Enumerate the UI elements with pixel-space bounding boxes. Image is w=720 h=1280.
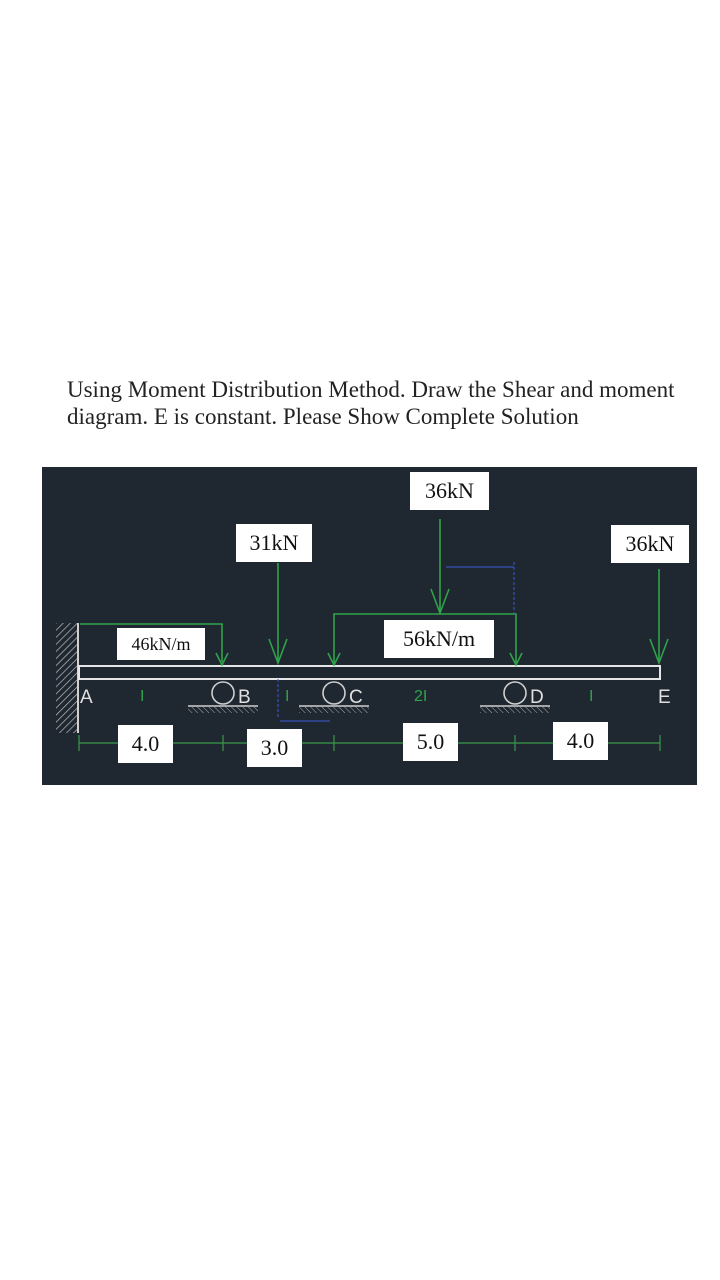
udl-label-46: 46kN/m	[117, 628, 205, 660]
inertia-label-bc: I	[285, 688, 290, 705]
span-label-bc: 3.0	[247, 729, 302, 767]
inertia-label-ab: I	[140, 688, 145, 705]
fixed-support-hatch	[56, 623, 78, 733]
question-text: Using Moment Distribution Method. Draw the Shear and moment diagram. E is constant. Please Show Complete Solution	[67, 377, 675, 429]
support-label-d: D	[530, 687, 544, 708]
support-label-e: E	[658, 687, 671, 708]
beam	[79, 666, 660, 679]
point-load-label-31: 31kN	[236, 524, 312, 562]
point-load-label-36-end: 36kN	[611, 525, 689, 563]
support-label-c: C	[349, 687, 363, 708]
support-label-a: A	[80, 687, 93, 708]
span-label-cd: 5.0	[403, 723, 458, 761]
inertia-label-cd: 2I	[414, 688, 428, 705]
support-label-b: B	[238, 687, 251, 708]
inertia-label-de: I	[589, 688, 594, 705]
udl-label-56: 56kN/m	[384, 620, 494, 658]
point-load-label-36-mid: 36kN	[410, 472, 489, 510]
span-label-ab: 4.0	[118, 725, 173, 763]
span-label-de: 4.0	[553, 722, 608, 760]
beam-diagram	[42, 467, 697, 785]
